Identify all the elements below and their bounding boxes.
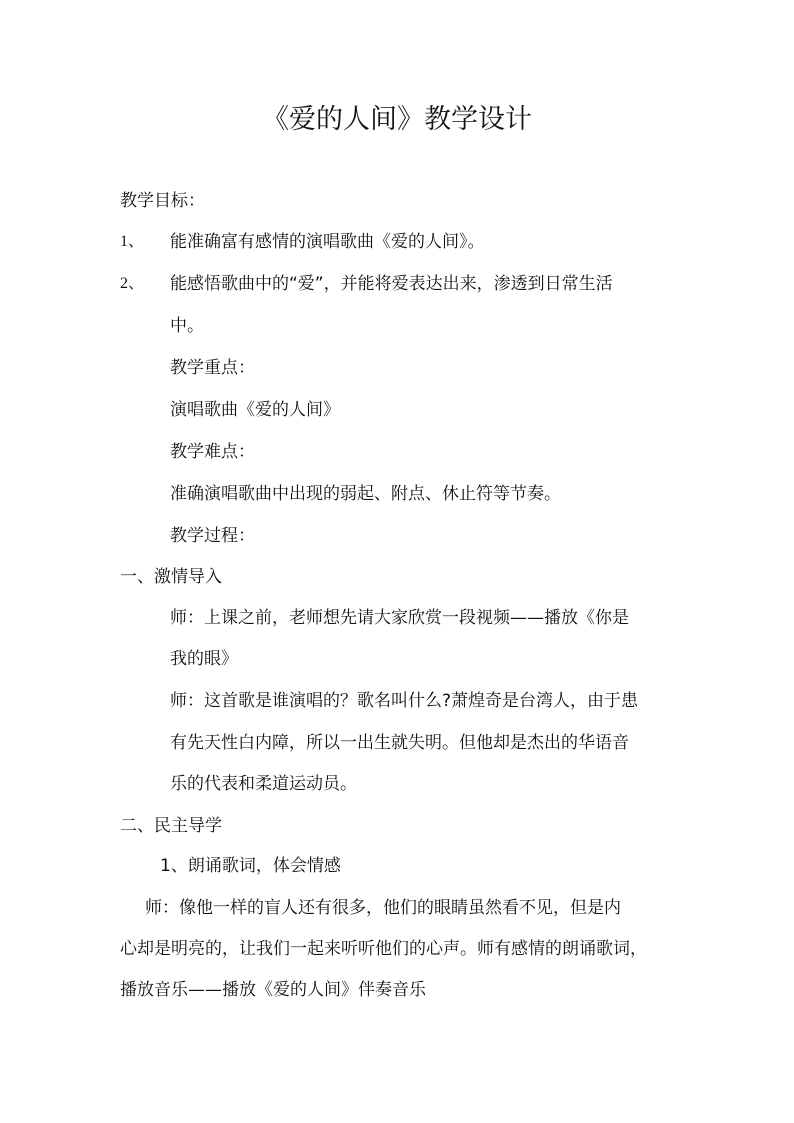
section-2-paragraph-line-3: 播放音乐——播放《爱的人间》伴奏音乐 — [120, 980, 426, 1000]
difficulty-text: 准确演唱歌曲中出现的弱起、附点、休止符等节奏。 — [170, 484, 561, 504]
objective-number-1: 1、 — [120, 233, 145, 250]
section-1-paragraph-2-line-3: 乐的代表和柔道运动员。 — [170, 774, 357, 794]
objective-text-2-line-1: 能感悟歌曲中的“爱”，并能将爱表达出来，渗透到日常生活 — [170, 274, 613, 294]
key-point-text: 演唱歌曲《爱的人间》 — [170, 400, 340, 420]
section-2-subheading: 1、朗诵歌词，体会情感 — [160, 856, 341, 876]
objectives-heading: 教学目标： — [120, 191, 205, 211]
section-1-paragraph-1-line-1: 师：上课之前，老师想先请大家欣赏一段视频——播放《你是 — [170, 608, 629, 628]
section-2-paragraph-line-2: 心却是明亮的，让我们一起来听听他们的心声。师有感情的朗诵歌词， — [120, 939, 647, 959]
objective-number-2: 2、 — [120, 275, 145, 292]
section-1-paragraph-2-line-1: 师：这首歌是谁演唱的？歌名叫什么?萧煌奇是台湾人，由于患 — [170, 691, 639, 711]
section-2-paragraph-line-1: 师：像他一样的盲人还有很多，他们的眼睛虽然看不见，但是内 — [145, 898, 621, 918]
section-1-paragraph-2-line-2: 有先天性白内障，所以一出生就失明。但他却是杰出的华语音 — [170, 733, 629, 753]
objective-text-2-line-2: 中。 — [170, 316, 204, 336]
objective-text-1: 能准确富有感情的演唱歌曲《爱的人间》。 — [170, 232, 485, 252]
key-point-heading: 教学重点： — [170, 358, 255, 378]
difficulty-heading: 教学难点： — [170, 442, 255, 462]
document-title: 《爱的人间》教学设计 — [262, 104, 532, 135]
section-1-paragraph-1-line-2: 我的眼》 — [170, 649, 238, 669]
process-heading: 教学过程： — [170, 526, 255, 546]
section-1-heading: 一、激情导入 — [120, 567, 222, 587]
section-2-heading: 二、民主导学 — [120, 816, 222, 836]
